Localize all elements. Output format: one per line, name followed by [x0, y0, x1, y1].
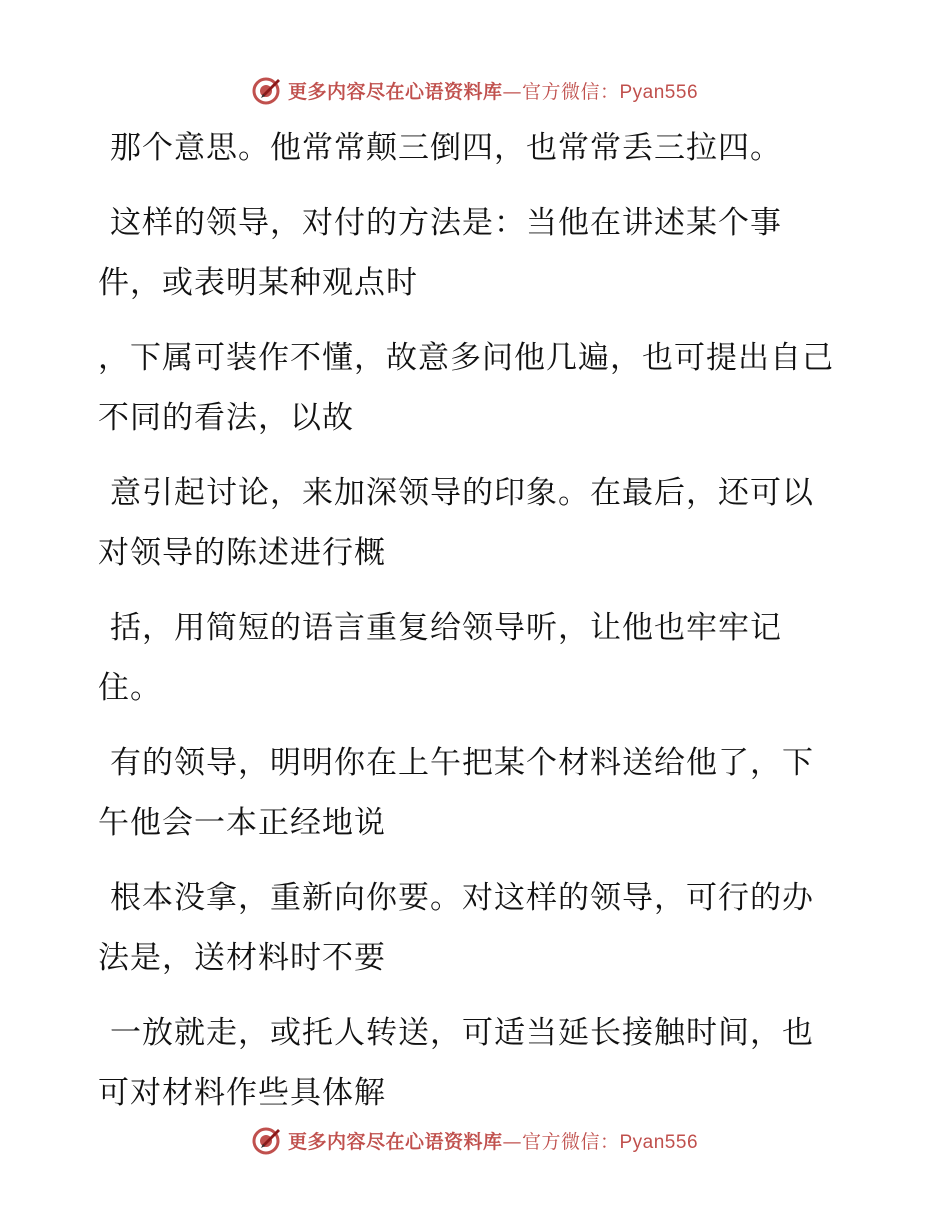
- banner-dash: —: [502, 80, 522, 103]
- banner-title: 更多内容尽在心语资料库: [287, 80, 503, 103]
- paragraph: 一放就走，或托人转送，可适当延长接触时间，也可对材料作些具体解: [98, 1015, 814, 1111]
- banner-dash: —: [502, 1130, 522, 1153]
- banner-wechat-id: Pyan556: [619, 1131, 699, 1153]
- footer-banner: [0, 1120, 950, 1160]
- paragraph: 那个意思。他常常颠三倒四，也常常丢三拉四。: [110, 130, 782, 166]
- banner-wechat-id: Pyan556: [619, 81, 699, 103]
- header-banner: [0, 70, 950, 110]
- paragraph: 根本没拿，重新向你要。对这样的领导，可行的办法是，送材料时不要: [98, 880, 814, 976]
- banner-text: [288, 77, 698, 104]
- banner-official-label: 官方微信：: [521, 1130, 620, 1153]
- banner-official-label: 官方微信：: [521, 80, 620, 103]
- paragraph: 意引起讨论，来加深领导的印象。在最后，还可以对领导的陈述进行概: [98, 475, 814, 571]
- paragraph: 括，用简短的语言重复给领导听，让他也牢牢记住。: [98, 610, 782, 706]
- document-body: [98, 118, 838, 1138]
- banner-title: 更多内容尽在心语资料库: [287, 1130, 503, 1153]
- paragraph: ，下属可装作不懂，故意多问他几遍，也可提出自己不同的看法，以故: [98, 340, 834, 436]
- quill-pen-seal-icon: [252, 75, 282, 105]
- paragraph: 有的领导，明明你在上午把某个材料送给他了，下午他会一本正经地说: [98, 745, 814, 841]
- quill-pen-seal-icon: [252, 1125, 282, 1155]
- banner-text: [288, 1127, 698, 1154]
- paragraph: 这样的领导，对付的方法是：当他在讲述某个事件，或表明某种观点时: [98, 205, 782, 301]
